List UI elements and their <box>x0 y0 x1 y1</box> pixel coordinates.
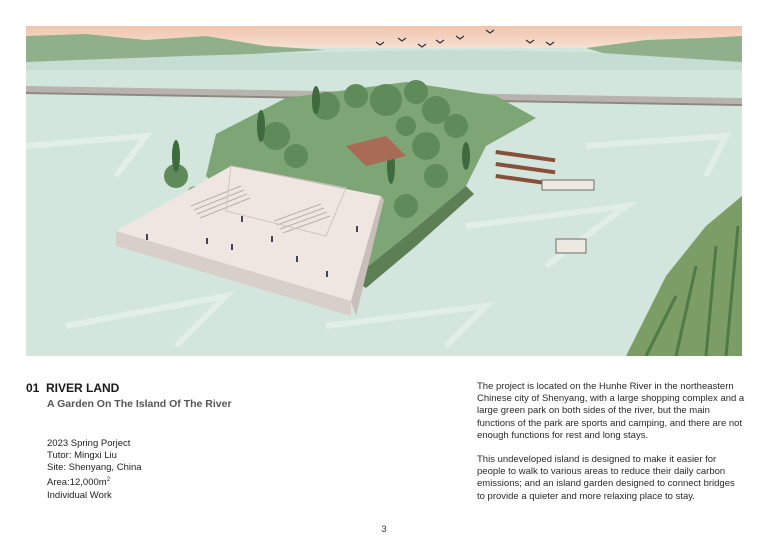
description-paragraph-2: This undeveloped island is designed to make it easier for people to walk to various areas to reduce their daily carbon emissions; and an island garden designed to connect bridges to provide a quieter and more relaxing place to stay. <box>477 454 735 502</box>
project-area <box>47 474 142 489</box>
project-name: RIVER LAND <box>46 381 120 395</box>
hero-illustration <box>26 26 742 356</box>
island-illustration <box>26 26 742 356</box>
area-superscript: 2 <box>106 477 111 484</box>
project-number: 01 <box>26 381 40 395</box>
project-tutor: Tutor: Mingxi Liu <box>47 450 117 462</box>
project-title <box>26 381 119 395</box>
project-subtitle: A Garden On The Island Of The River <box>47 398 232 410</box>
project-details <box>47 438 142 502</box>
page-number: 3 <box>381 524 387 535</box>
project-work-type: Individual Work <box>47 489 112 501</box>
description-paragraph-1: The project is located on the Hunhe River in the northeastern Chinese city of Shenyang, with a large shopping complex and a large green park on both sides of the river, but the main functions of the park are sports and camping, and there are not enough functions for rest and long stays. <box>477 381 745 441</box>
project-description <box>477 381 745 515</box>
project-term: 2023 Spring Porject <box>47 438 131 449</box>
area-value: Area:12,000m <box>47 477 107 489</box>
project-site: Site: Shenyang, China <box>47 462 142 474</box>
